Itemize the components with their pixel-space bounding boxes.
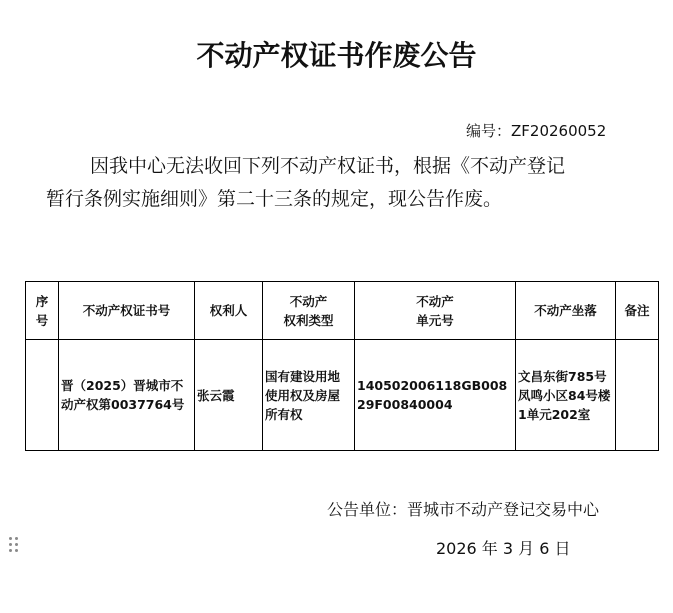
header-cert-no: 不动产权证书号	[59, 282, 195, 340]
notice-title: 不动产权证书作废公告	[196, 39, 477, 72]
cell-unit-no: 140502006118GB00829F00840004	[355, 340, 516, 451]
document-number: 编号：ZF20260052	[466, 122, 607, 140]
table-row	[26, 340, 659, 451]
cell-cert-no: 晋（2025）晋城市不动产权第0037764号	[59, 340, 195, 451]
cell-seq	[26, 340, 59, 451]
notice-body-line1: 因我中心无法收回下列不动产权证书，根据《不动产登记	[90, 155, 566, 177]
header-remarks: 备注	[616, 282, 659, 340]
notice-date: 2026 年 3 月 6 日	[436, 539, 571, 558]
header-right-type: 不动产 权利类型	[263, 282, 355, 340]
cell-remarks	[616, 340, 659, 451]
cell-holder: 张云霞	[195, 340, 263, 451]
header-unit-no: 不动产 单元号	[355, 282, 516, 340]
certificate-table	[25, 281, 659, 451]
cell-location: 文昌东街785号凤鸣小区84号楼1单元202室	[516, 340, 616, 451]
header-seq: 序 号	[26, 282, 59, 340]
issuing-unit: 公告单位：晋城市不动产登记交易中心	[327, 500, 600, 519]
drag-handle-icon[interactable]	[9, 537, 19, 553]
cell-right-type: 国有建设用地使用权及房屋所有权	[263, 340, 355, 451]
header-location: 不动产坐落	[516, 282, 616, 340]
header-holder: 权利人	[195, 282, 263, 340]
notice-body-line2: 暂行条例实施细则》第二十三条的规定，现公告作废。	[46, 188, 503, 210]
table-header-row	[26, 282, 659, 340]
notice-body	[46, 150, 636, 216]
